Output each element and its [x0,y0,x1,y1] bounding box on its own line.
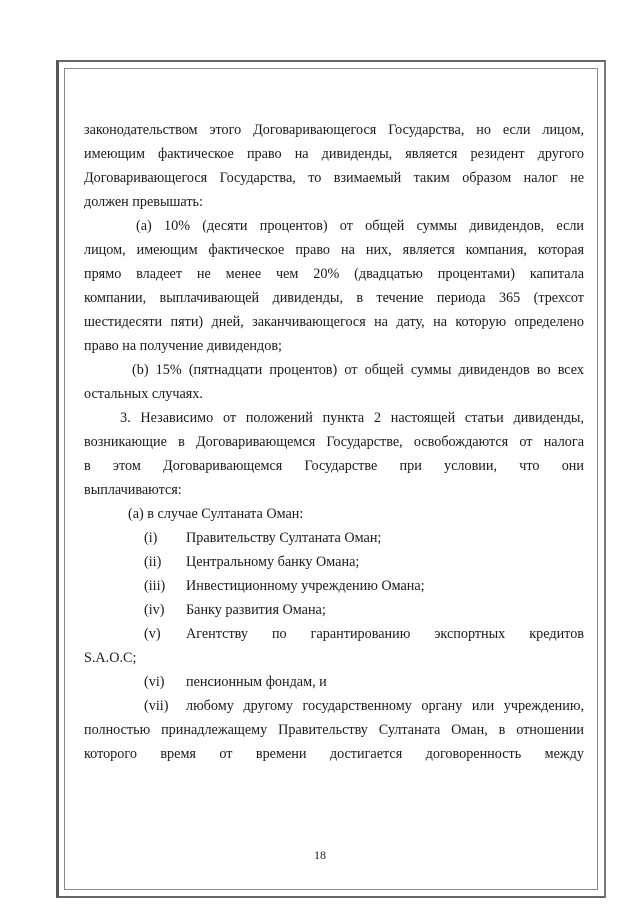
list-item [84,670,584,694]
list-item [84,622,584,646]
text-line: Договаривающегося Государства, то взимаемый таким образом налог не [84,170,584,186]
item-text: Инвестиционному учреждению Омана; [186,578,425,594]
paragraph-3 [84,406,584,502]
subparagraph-a: (a) в случае Султаната Оман: [128,506,304,522]
item-text: Агентству по гарантированию экспортных кредитов [186,626,584,642]
text-line: выплачиваются: [84,482,182,498]
text-line: полностью принадлежащему Правительству Султаната Оман, в отношении [84,722,584,738]
item-number: (vi) [144,674,165,690]
item-continuation: S.A.O.C; [84,650,137,666]
item-text: любому другому государственному органу или учреждению, [186,698,584,714]
paragraph-a [84,214,584,358]
text-line: которого время от времени достигается договоренность между [84,746,584,762]
item-text: пенсионным фондам, и [186,674,327,690]
item-number: (i) [144,530,158,546]
text-line: должен превышать: [84,194,203,210]
final-paragraph [84,718,584,766]
item-text: Правительству Султаната Оман; [186,530,382,546]
item-number: (iv) [144,602,165,618]
list-item [84,526,584,550]
page-number: 18 [314,848,326,862]
item-number: (ii) [144,554,162,570]
item-number: (v) [144,626,161,642]
text-line: 3. Независимо от положений пункта 2 настоящей статьи дивиденды, [120,410,584,426]
paragraph-b [84,358,584,406]
text-line: имеющим фактическое право на дивиденды, является резидент другого [84,146,584,162]
item-text: Центральному банку Омана; [186,554,360,570]
text-line: в этом Договаривающемся Государстве при условии, что они [84,458,584,474]
text-line: остальных случаях. [84,386,203,402]
list-item [84,574,584,598]
text-line: законодательством этого Договаривающегося Государства, но если лицом, [84,122,584,138]
text-line: (b) 15% (пятнадцати процентов) от общей суммы дивидендов во всех [132,362,584,378]
item-number: (iii) [144,578,166,594]
text-line: право на получение дивидендов; [84,338,282,354]
list-item [84,550,584,574]
list-item [84,694,584,718]
list-item [84,598,584,622]
item-text: Банку развития Омана; [186,602,326,618]
text-line: компании, выплачивающей дивиденды, в течение периода 365 (трехсот [84,290,584,306]
document-body [84,118,584,766]
intro-paragraph [84,118,584,214]
text-line: возникающие в Договаривающемся Государстве, освобождаются от налога [84,434,584,450]
text-line: лицом, имеющим фактическое право на них, является компания, которая [84,242,584,258]
text-line: (a) 10% (десяти процентов) от общей суммы дивидендов, если [136,218,584,234]
text-line: прямо владеет не менее чем 20% (двадцатью процентами) капитала [84,266,584,282]
item-number: (vii) [144,698,169,714]
text-line: шестидесяти пяти) дней, заканчивающегося на дату, на которую определено [84,314,584,330]
